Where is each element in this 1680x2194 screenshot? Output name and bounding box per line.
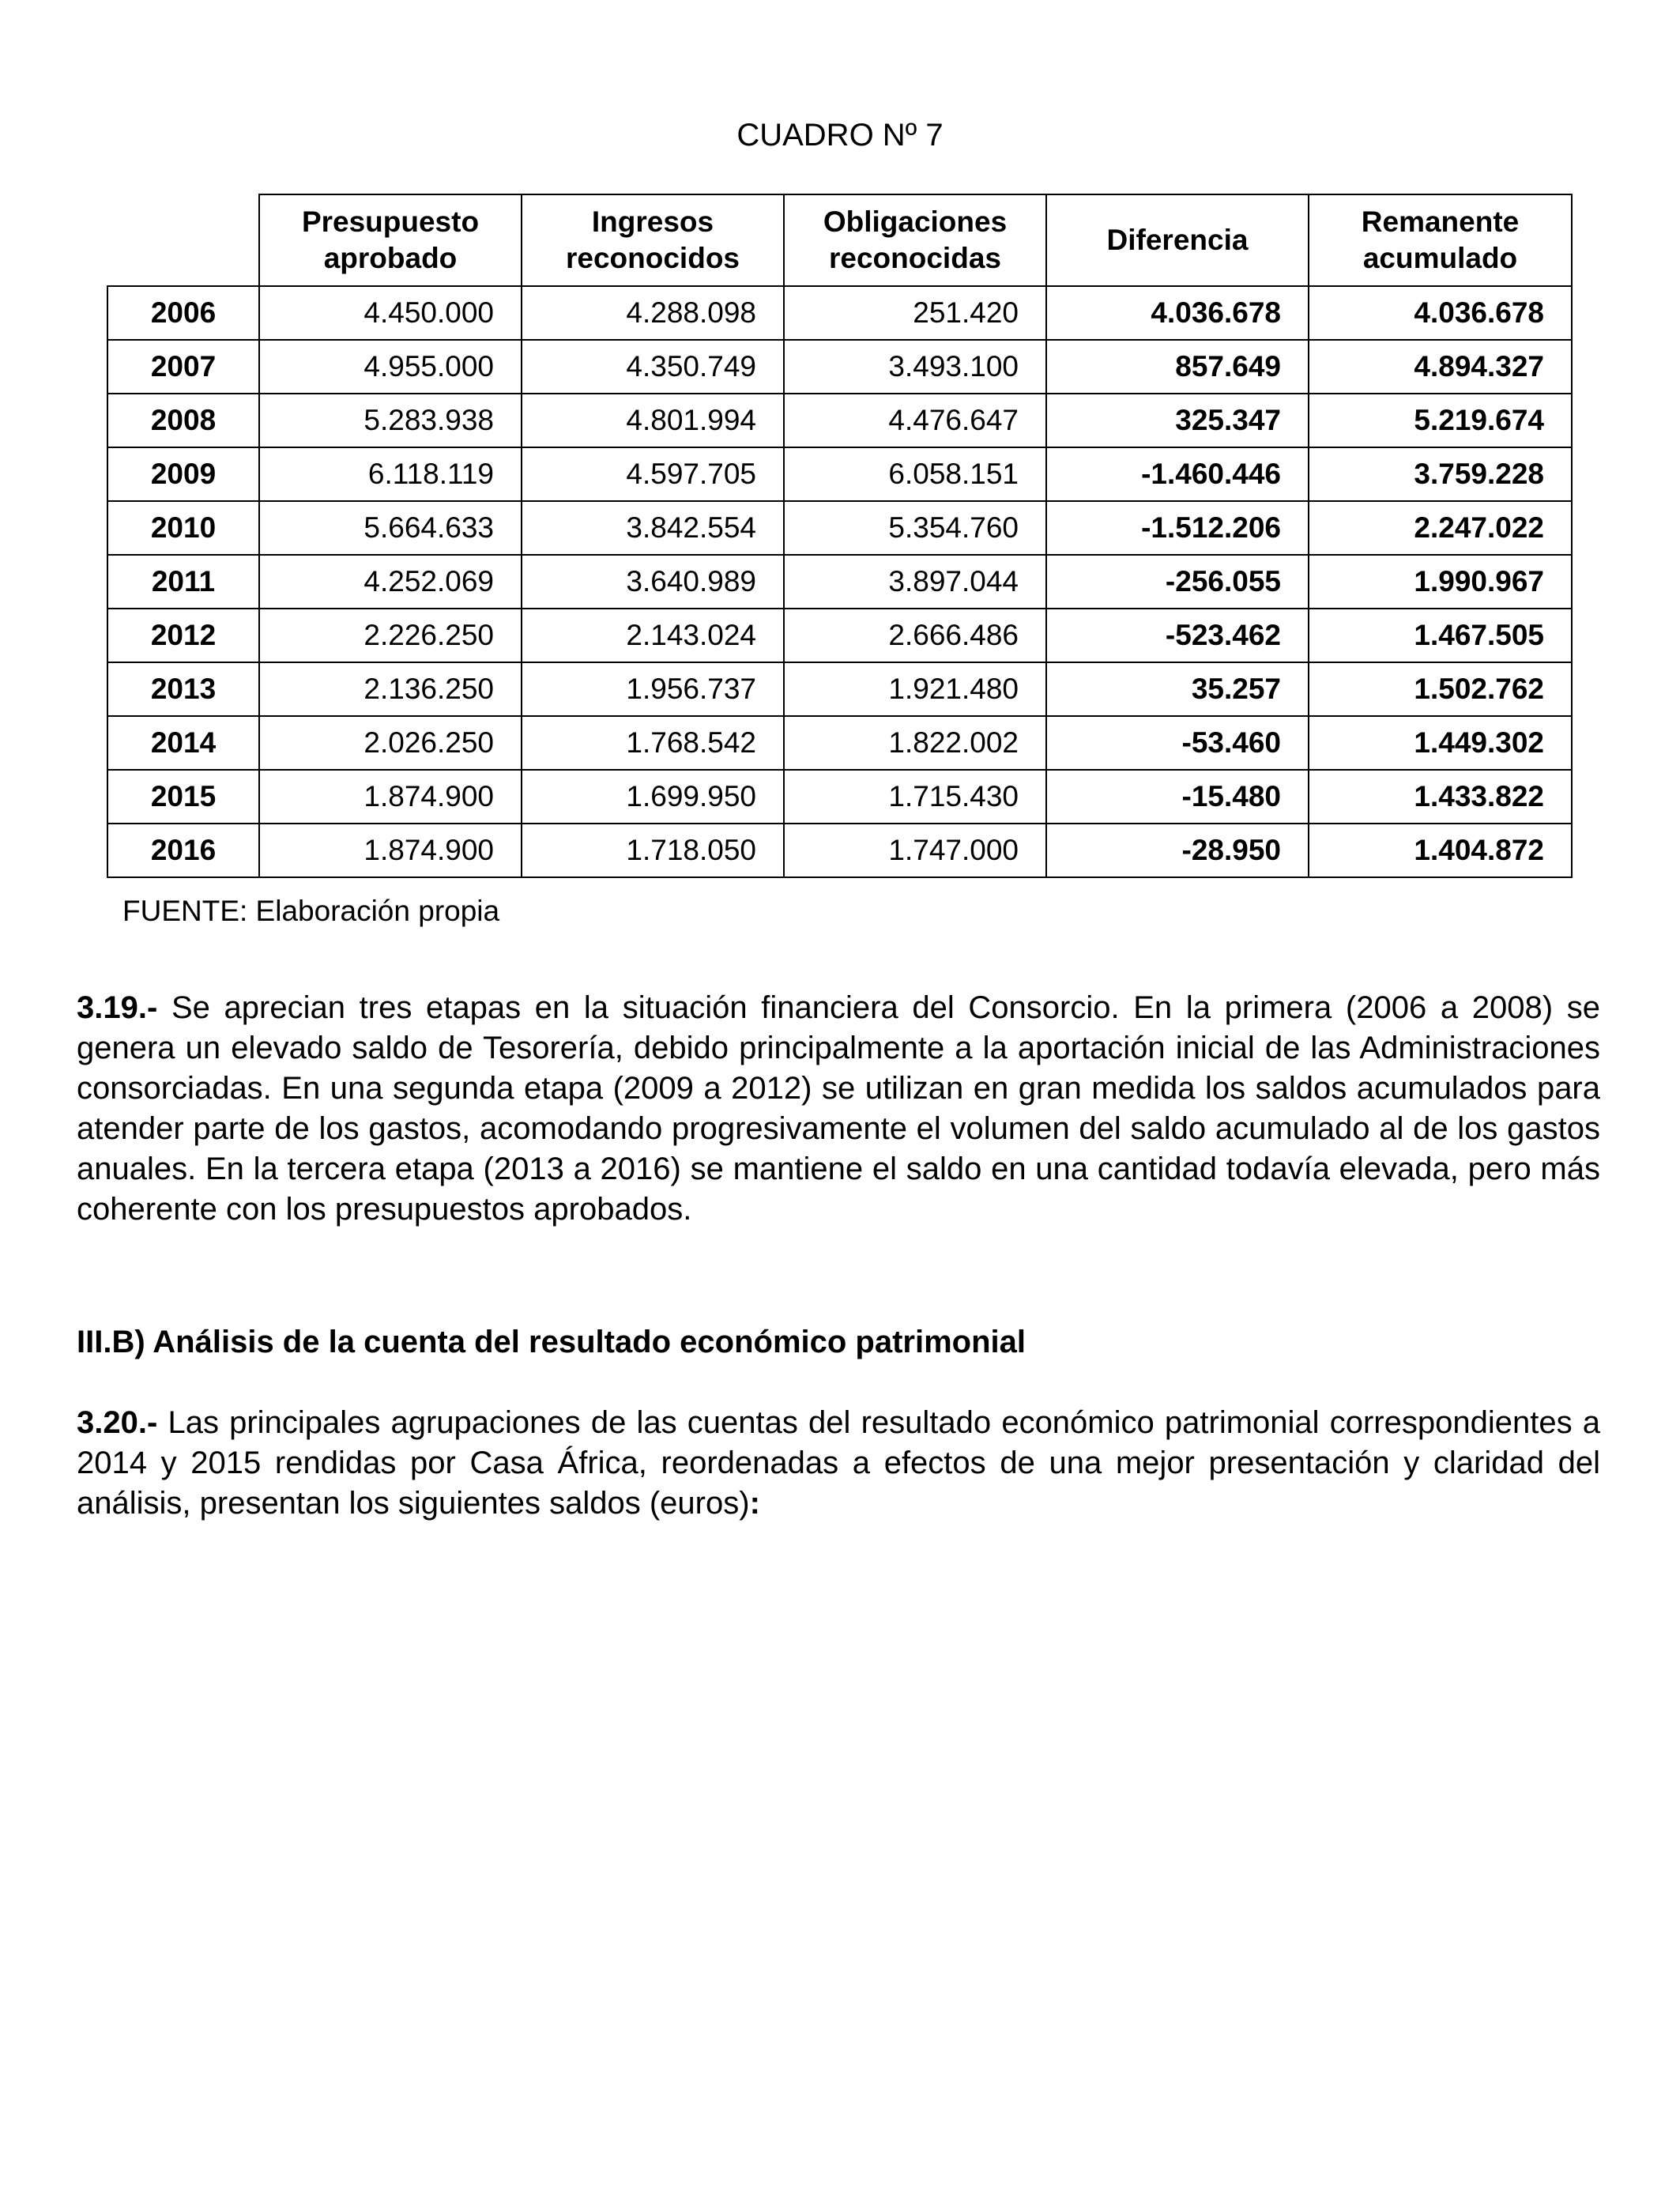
table-row — [107, 662, 1572, 716]
table-body — [107, 286, 1572, 877]
cell-presupuesto: 1.874.900 — [259, 770, 522, 824]
header-diferencia: Diferencia — [1046, 194, 1309, 286]
section-heading: III.B) Análisis de la cuenta del resultado económico patrimonial — [77, 1325, 1026, 1359]
paragraph-3-20-colon: : — [749, 1486, 760, 1521]
cell-obligaciones: 6.058.151 — [784, 447, 1046, 501]
cell-year: 2016 — [107, 824, 259, 877]
cell-presupuesto: 2.136.250 — [259, 662, 522, 716]
cell-remanente: 2.247.022 — [1309, 501, 1572, 555]
cell-year: 2008 — [107, 394, 259, 447]
cell-diferencia: -1.460.446 — [1046, 447, 1309, 501]
cell-year: 2011 — [107, 555, 259, 609]
cell-presupuesto: 5.664.633 — [259, 501, 522, 555]
cell-ingresos: 2.143.024 — [522, 609, 784, 662]
cell-ingresos: 1.718.050 — [522, 824, 784, 877]
cell-remanente: 1.990.967 — [1309, 555, 1572, 609]
cell-obligaciones: 1.715.430 — [784, 770, 1046, 824]
cell-year: 2012 — [107, 609, 259, 662]
cell-year: 2014 — [107, 716, 259, 770]
cell-obligaciones: 1.921.480 — [784, 662, 1046, 716]
table-row — [107, 716, 1572, 770]
cell-diferencia: -28.950 — [1046, 824, 1309, 877]
cell-year: 2007 — [107, 340, 259, 394]
paragraph-3-19-text: Se aprecian tres etapas en la situación financiera del Consorcio. En la primera (2006 a 2008) se genera un elevado saldo de Tesorería, debido principalmente a la aportación inicial de las Administraciones consorciadas. En una segunda etapa (2009 a 2012) se utilizan en gran medida los saldos acumulados para atender parte de los gastos, acomodando progresivamente el volumen del saldo acumulado al de los gastos anuales. En la tercera etapa (2013 a 2016) se mantiene el saldo en una cantidad todavía elevada, pero más coherente con los presupuestos aprobados. — [77, 990, 1600, 1227]
cell-diferencia: -256.055 — [1046, 555, 1309, 609]
paragraph-3-19 — [77, 988, 1600, 1230]
cell-ingresos: 1.768.542 — [522, 716, 784, 770]
cell-presupuesto: 2.026.250 — [259, 716, 522, 770]
cell-remanente: 1.404.872 — [1309, 824, 1572, 877]
paragraph-3-19-number: 3.19.- — [77, 990, 158, 1025]
cell-obligaciones: 5.354.760 — [784, 501, 1046, 555]
header-remanente: Remanente acumulado — [1309, 194, 1572, 286]
cell-remanente: 1.433.822 — [1309, 770, 1572, 824]
table-row — [107, 394, 1572, 447]
budget-table — [107, 194, 1573, 878]
cell-remanente: 4.036.678 — [1309, 286, 1572, 340]
cell-remanente: 1.502.762 — [1309, 662, 1572, 716]
cell-diferencia: 857.649 — [1046, 340, 1309, 394]
cell-ingresos: 1.956.737 — [522, 662, 784, 716]
cell-remanente: 4.894.327 — [1309, 340, 1572, 394]
cell-obligaciones: 251.420 — [784, 286, 1046, 340]
cell-diferencia: -15.480 — [1046, 770, 1309, 824]
table-row — [107, 501, 1572, 555]
cell-presupuesto: 2.226.250 — [259, 609, 522, 662]
cell-year: 2013 — [107, 662, 259, 716]
header-ingresos: Ingresos reconocidos — [522, 194, 784, 286]
header-corner — [107, 194, 259, 286]
cell-remanente: 3.759.228 — [1309, 447, 1572, 501]
cell-remanente: 5.219.674 — [1309, 394, 1572, 447]
cell-remanente: 1.449.302 — [1309, 716, 1572, 770]
paragraph-3-20-text: Las principales agrupaciones de las cuentas del resultado económico patrimonial correspondientes a 2014 y 2015 rendidas por Casa África, reordenadas a efectos de una mejor presentación y claridad del análisis, presentan los siguientes saldos (euros) — [77, 1405, 1600, 1521]
cell-obligaciones: 1.747.000 — [784, 824, 1046, 877]
cell-year: 2006 — [107, 286, 259, 340]
cell-ingresos: 4.597.705 — [522, 447, 784, 501]
cell-obligaciones: 3.493.100 — [784, 340, 1046, 394]
cell-diferencia: -523.462 — [1046, 609, 1309, 662]
cell-year: 2009 — [107, 447, 259, 501]
table-row — [107, 286, 1572, 340]
table-row — [107, 824, 1572, 877]
table-row — [107, 447, 1572, 501]
cell-ingresos: 3.842.554 — [522, 501, 784, 555]
cell-obligaciones: 3.897.044 — [784, 555, 1046, 609]
table-header-row — [107, 194, 1572, 286]
header-presupuesto: Presupuesto aprobado — [259, 194, 522, 286]
table-row — [107, 770, 1572, 824]
cell-diferencia: 35.257 — [1046, 662, 1309, 716]
cell-year: 2015 — [107, 770, 259, 824]
cell-obligaciones: 1.822.002 — [784, 716, 1046, 770]
cell-ingresos: 4.801.994 — [522, 394, 784, 447]
cell-obligaciones: 2.666.486 — [784, 609, 1046, 662]
cell-ingresos: 4.350.749 — [522, 340, 784, 394]
cell-ingresos: 3.640.989 — [522, 555, 784, 609]
cell-presupuesto: 4.252.069 — [259, 555, 522, 609]
table-title: CUADRO Nº 7 — [736, 118, 944, 153]
cell-presupuesto: 5.283.938 — [259, 394, 522, 447]
table-row — [107, 555, 1572, 609]
cell-presupuesto: 6.118.119 — [259, 447, 522, 501]
cell-diferencia: 4.036.678 — [1046, 286, 1309, 340]
table-source: FUENTE: Elaboración propia — [122, 895, 500, 927]
paragraph-3-20-number: 3.20.- — [77, 1405, 158, 1440]
header-obligaciones: Obligaciones reconocidas — [784, 194, 1046, 286]
cell-obligaciones: 4.476.647 — [784, 394, 1046, 447]
cell-diferencia: -1.512.206 — [1046, 501, 1309, 555]
paragraph-3-20 — [77, 1403, 1600, 1524]
cell-remanente: 1.467.505 — [1309, 609, 1572, 662]
cell-year: 2010 — [107, 501, 259, 555]
cell-presupuesto: 4.450.000 — [259, 286, 522, 340]
cell-diferencia: 325.347 — [1046, 394, 1309, 447]
table-row — [107, 609, 1572, 662]
table-row — [107, 340, 1572, 394]
cell-presupuesto: 4.955.000 — [259, 340, 522, 394]
cell-diferencia: -53.460 — [1046, 716, 1309, 770]
cell-ingresos: 1.699.950 — [522, 770, 784, 824]
cell-ingresos: 4.288.098 — [522, 286, 784, 340]
cell-presupuesto: 1.874.900 — [259, 824, 522, 877]
